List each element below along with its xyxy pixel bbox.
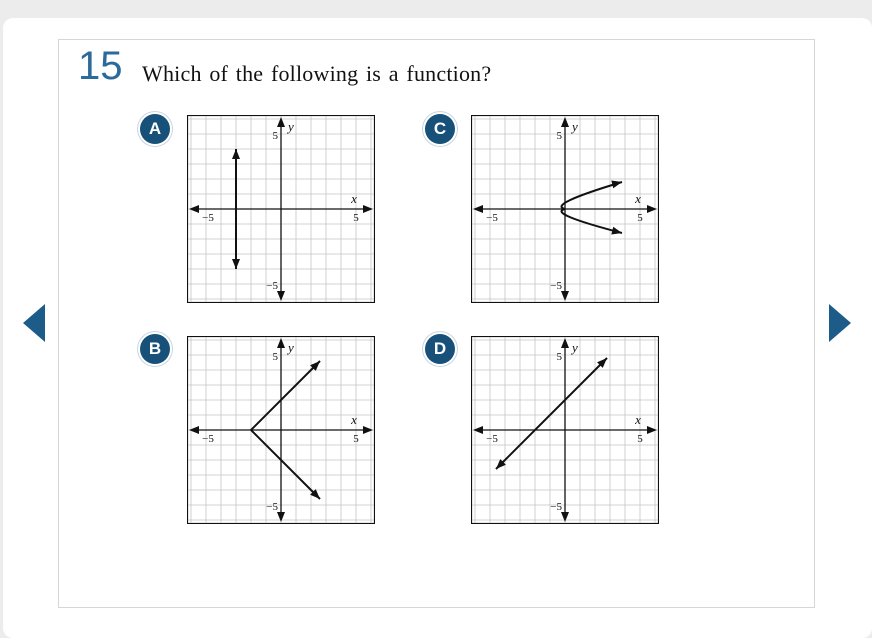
tick-label-x-neg: −5 (486, 433, 498, 445)
next-question-button[interactable] (829, 304, 851, 342)
tick-label-y-neg: −5 (266, 280, 278, 292)
tick-label-y-pos: 5 (272, 130, 278, 142)
tick-label-y-neg: −5 (550, 501, 562, 513)
option-c-graph[interactable] (471, 115, 659, 303)
tick-label-x-neg: −5 (202, 433, 214, 445)
tick-label-x-pos: 5 (353, 212, 359, 224)
tick-label-x-neg: −5 (202, 212, 214, 224)
option-b-badge[interactable]: B (140, 334, 170, 364)
option-a-graph[interactable] (187, 115, 375, 303)
tick-label-x-pos: 5 (353, 433, 359, 445)
question-text: Which of the following is a function? (142, 61, 492, 86)
option-a-badge[interactable]: A (140, 114, 170, 144)
option-d-badge[interactable]: D (425, 334, 455, 364)
y-axis-label: y (288, 119, 294, 134)
x-axis-label: x (351, 412, 357, 427)
previous-question-button[interactable] (23, 304, 45, 342)
question-number: 15 (78, 44, 123, 88)
tick-label-x-pos: 5 (637, 433, 643, 445)
x-axis-label: x (635, 412, 641, 427)
option-d-graph[interactable] (471, 336, 659, 524)
y-axis-label: y (288, 340, 294, 355)
triangle-left-icon (23, 304, 45, 342)
tick-label-x-pos: 5 (637, 212, 643, 224)
option-c-badge[interactable]: C (425, 114, 455, 144)
tick-label-y-pos: 5 (556, 130, 562, 142)
x-axis-label: x (635, 191, 641, 206)
x-axis-label: x (351, 191, 357, 206)
tick-label-y-pos: 5 (556, 351, 562, 363)
tick-label-y-neg: −5 (550, 280, 562, 292)
tick-label-x-neg: −5 (486, 212, 498, 224)
tick-label-y-neg: −5 (266, 501, 278, 513)
option-b-graph[interactable] (187, 336, 375, 524)
tick-label-y-pos: 5 (272, 351, 278, 363)
y-axis-label: y (572, 119, 578, 134)
triangle-right-icon (829, 304, 851, 342)
y-axis-label: y (572, 340, 578, 355)
